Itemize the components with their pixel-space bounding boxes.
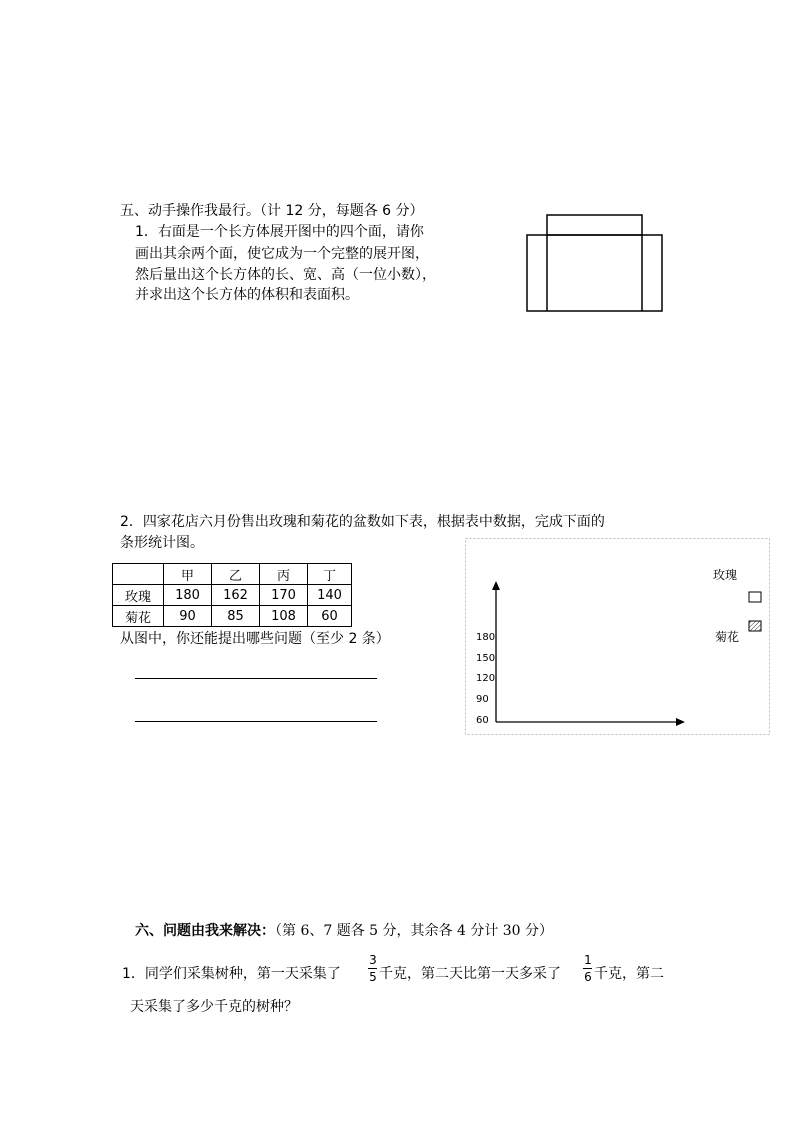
table-cell: 140 [308,585,352,606]
s6-q1-text-1: 1．同学们采集树种，第一天采集了 [122,966,341,982]
table-row [113,585,352,606]
table-header-cell: 甲 [164,564,212,585]
answer-line-1[interactable] [135,678,377,679]
chart-y-axis-arrow [492,581,500,590]
chart-x-axis-arrow [676,718,685,726]
legend-label-chrysanthemum: 菊花 [715,630,740,644]
q1-line-4: 并求出这个长方体的体积和表面积。 [135,287,359,303]
s6-q1-text-3: 千克，第二 [594,966,664,982]
s6-q1-text-2: 千克，第二天比第一天多采了 [379,966,561,982]
fraction-denominator: 6 [584,970,592,984]
section6-heading-note: （第 6、7 题各 5 分，其余各 4 分计 30 分） [275,923,554,939]
fraction-bar [368,968,377,969]
q1-line-2: 画出其余两个面，使它成为一个完整的展开图， [135,246,429,262]
sales-table [112,563,352,627]
table-row [113,606,352,627]
section6-heading-main: 六、问题由我来解决： [135,923,275,939]
table-cell: 108 [260,606,308,627]
table-header-cell [113,564,164,585]
table-header-cell: 丙 [260,564,308,585]
chart-y-tick-label: 180 [476,632,496,643]
net-top-face [547,215,642,235]
followup-prompt: 从图中，你还能提出哪些问题（至少 2 条） [120,631,390,647]
table-cell: 菊花 [113,606,164,627]
table-cell: 60 [308,606,352,627]
fraction-numerator: 1 [584,953,592,967]
cuboid-net-figure [525,212,665,314]
fraction-denominator: 5 [369,970,377,984]
fraction-bar [583,968,592,969]
table-header-row [113,564,352,585]
table-cell: 玫瑰 [113,585,164,606]
table-header-cell: 乙 [212,564,260,585]
section5-heading: 五、动手操作我最行。（计 12 分，每题各 6 分） [120,203,424,219]
bar-chart [465,538,771,736]
section6-heading [135,921,553,941]
legend-swatch-rose [749,592,761,602]
q2-line-2: 条形统计图。 [120,535,204,551]
fraction-numerator: 3 [369,953,377,967]
chart-y-tick-label: 90 [476,694,489,705]
table-cell: 90 [164,606,212,627]
table-header-cell: 丁 [308,564,352,585]
q1-line-1: 1．右面是一个长方体展开图中的四个面，请你 [135,224,424,240]
q2-line-1: 2．四家花店六月份售出玫瑰和菊花的盆数如下表，根据表中数据，完成下面的 [120,514,605,530]
table-cell: 162 [212,585,260,606]
legend-swatch-chrysanthemum [749,621,761,631]
legend-label-rose: 玫瑰 [713,568,738,582]
q1-line-3: 然后量出这个长方体的长、宽、高（一位小数）， [135,267,436,283]
s6-q1-text-line2: 天采集了多少千克的树种？ [130,999,298,1015]
table-cell: 85 [212,606,260,627]
chart-y-tick-label: 60 [476,715,489,726]
chart-y-tick-label: 150 [476,653,496,664]
answer-line-2[interactable] [135,721,377,722]
table-cell: 170 [260,585,308,606]
chart-y-tick-label: 120 [476,673,496,684]
table-cell: 180 [164,585,212,606]
